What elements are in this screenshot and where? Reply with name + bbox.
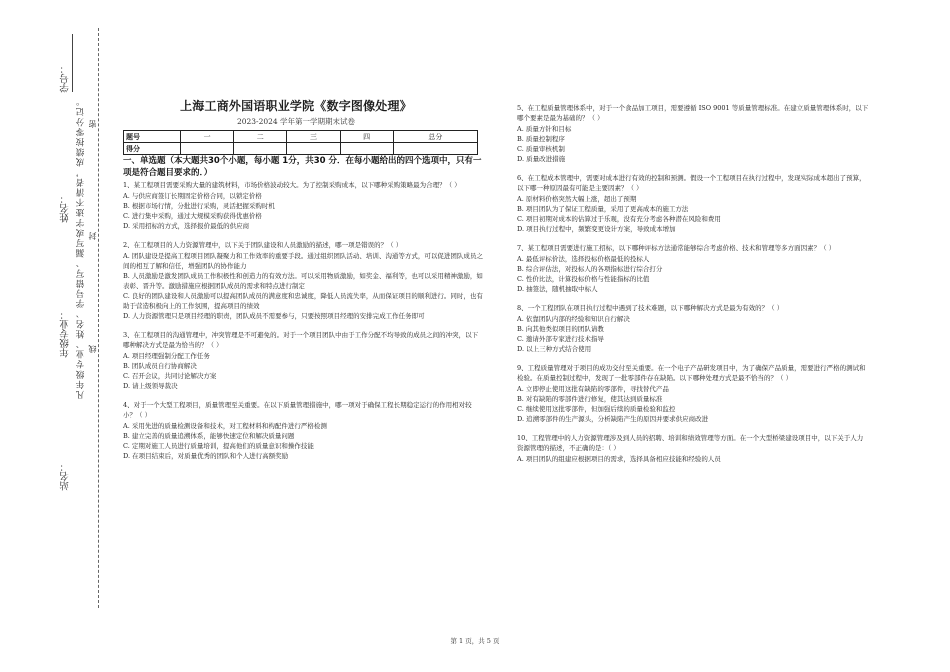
exam-title: 上海工商外国语职业学院《数字图像处理》: [180, 99, 412, 113]
answer-option: B. 建立完善的质量追溯体系，能够快速定位和解决质量问题: [123, 432, 295, 440]
right-question-list: [517, 103, 869, 464]
question-stem: 10、工程管理中的人力资源管理涉及到人员的招聘、培训和绩效管理等方面。在一个大型桥梁建设项目中，以下关于人力资源管理的描述，不正确的是：（ ）: [517, 434, 864, 452]
question-item: [517, 303, 869, 354]
score-cell-header: 四: [340, 131, 393, 143]
answer-option: A. 项目团队的组建应根据项目的需求，选择具备相应技能和经验的人员: [517, 455, 721, 463]
answer-option: C. 进行集中采购，通过大规模采购获得优惠价格: [123, 212, 262, 220]
answer-option: A. 依靠团队内部的经验和知识自行解决: [517, 315, 630, 323]
answer-option: A. 立即停止使用这批有缺陷的零部件，寻找替代产品: [517, 385, 669, 393]
answer-option: D. 在项目结束后，对质量优秀的团队和个人进行高额奖励: [123, 452, 289, 460]
right-column: [517, 103, 869, 464]
exam-subtitle: 2023-2024 学年第一学期期末试卷: [236, 117, 356, 126]
question-item: [123, 330, 483, 391]
score-cell-header: 题号: [124, 131, 181, 143]
answer-option: C. 继续使用这批零部件，但加强后续的质量检验和监控: [517, 405, 676, 413]
answer-option: B. 根据市场行情，分批进行采购，灵活把握采购时机: [123, 202, 275, 210]
answer-option: D. 请上级领导裁决: [123, 382, 178, 390]
question-item: [517, 433, 869, 464]
score-cell-empty[interactable]: [393, 143, 477, 155]
left-question-list: [123, 180, 483, 461]
page-number: 第 1 页，共 5 页: [450, 637, 500, 645]
question-stem: 8、一个工程团队在项目执行过程中遇到了技术难题，以下哪种解决方式是最为有效的？（ ）: [517, 304, 784, 312]
question-item: [517, 103, 869, 164]
question-stem: 9、工程质量管理对于项目的成功交付至关重要。在一个电子产品研发项目中，为了确保产品质量，需要进行严格的测试和检验。在质量控制过程中，发现了一批零部件存在缺陷。以下哪种处理方式是最不恰当的？（ ）: [517, 364, 866, 382]
question-item: [517, 243, 869, 294]
question-item: [517, 173, 869, 234]
answer-option: C. 质量审核机制: [517, 145, 565, 153]
score-table-score-row: [124, 143, 478, 155]
answer-option: D. 追溯零部件的生产源头，分析缺陷产生的原因并要求供应商改进: [517, 415, 709, 423]
answer-option: C. 项目初期对成本的估算过于乐观，没有充分考虑各种潜在风险和费用: [517, 215, 721, 223]
answer-option: A. 项目经理强制分配工作任务: [123, 352, 210, 360]
answer-option: D. 以上三种方式结合使用: [517, 345, 592, 353]
question-stem: 6、在工程成本管理中，需要对成本进行有效的控制和预测。假设一个工程项目在执行过程中，发现实际成本超出了预算，以下哪一种原因最有可能是主要因素？（ ）: [517, 174, 866, 192]
answer-option: D. 人力资源管理只是项目经理的职责，团队成员不需要参与，只要按照项目经理的安排完成工作任务即可: [123, 312, 425, 320]
seal-mark-xian: 线: [88, 345, 97, 353]
answer-option: C. 性价比法，计算投标价格与性能指标的比值: [517, 275, 650, 283]
score-table: [123, 130, 478, 155]
answer-option: B. 质量控制程序: [517, 135, 565, 143]
answer-option: C. 邀请外部专家进行技术指导: [517, 335, 604, 343]
question-stem: 3、在工程项目的沟通管理中，冲突管理是不可避免的。对于一个项目团队中由于工作分配不均导致的成员之间的冲突，以下哪种解决方式是最为恰当的？（ ）: [123, 331, 479, 349]
seal-dashed-line: [98, 28, 99, 608]
seal-mark-mi: 密: [88, 120, 97, 128]
question-stem: 1、某工程项目需要采购大量的建筑材料，市场价格波动较大。为了控制采购成本，以下哪种采购策略最为合理？（ ）: [123, 181, 461, 189]
question-stem: 4、对于一个大型工程项目，质量管理至关重要。在以下质量管理措施中，哪一项对于确保工程长期稳定运行的作用相对较小？（ ）: [123, 401, 472, 419]
score-cell-empty[interactable]: [181, 143, 234, 155]
answer-option: B. 综合评估法，对投标人的各项指标进行综合打分: [517, 265, 663, 273]
question-stem: 7、某工程项目需要进行施工招标，以下哪种评标方法通常能够综合考虑价格、技术和管理等多方面因素？（ ）: [517, 244, 836, 252]
answer-option: B. 团队成员自行协商解决: [123, 362, 197, 370]
answer-option: A. 团队建设是提高工程项目团队凝聚力和工作效率的重要手段。通过组织团队活动、培训、沟通等方式，可以促进团队成员之间的相互了解和信任，增强团队的协作能力: [123, 252, 483, 270]
answer-option: A. 最低评标价法，选择投标价格最低的投标人: [517, 255, 650, 263]
question-item: [517, 363, 869, 424]
margin-instruction: 凡年级专业、姓名、学号错写、漏写或字迹不清者，成绩按零分记。: [76, 96, 86, 399]
score-cell-header: 三: [287, 131, 340, 143]
margin-name-label: 姓名：: [60, 194, 71, 223]
answer-option: A. 与供应商签订长期固定价格合同，以锁定价格: [123, 192, 262, 200]
answer-option: A. 质量方针和目标: [517, 125, 572, 133]
score-table-header-row: [124, 131, 478, 143]
answer-option: C. 良好的团队建设和人员激励可以提高团队成员的满意度和忠诚度，降低人员流失率，从而保证项目的顺利进行。同时，也有助于营造积极向上的工作氛围，提高项目的绩效: [123, 292, 483, 310]
margin-student-id-label: 学号：: [60, 64, 71, 93]
student-id-underline: [72, 34, 73, 92]
answer-option: C. 定期对施工人员进行质量培训，提高他们的质量意识和操作技能: [123, 442, 314, 450]
question-item: [123, 180, 483, 231]
score-cell-empty[interactable]: [287, 143, 340, 155]
question-item: [123, 240, 483, 321]
seal-mark-feng: 封: [88, 232, 97, 240]
question-stem: 5、在工程质量管理体系中，对于一个食品加工项目，需要遵循 ISO 9001 等质量管理标准。在建立质量管理体系时，以下哪个要素是最为基础的？（ ）: [517, 104, 869, 122]
question-stem: 2、在工程项目的人力资源管理中，以下关于团队建设和人员激励的描述，哪一项是错误的？（ ）: [123, 241, 403, 249]
margin-school-label: 站名：: [60, 462, 71, 491]
score-cell-header: 一: [181, 131, 234, 143]
answer-option: B. 人员激励是激发团队成员工作积极性和创造力的有效方法。可以采用物质激励，如奖金、福利等，也可以采用精神激励，如表彰、晋升等。激励措施应根据团队成员的需求和特点进行制定: [123, 272, 483, 290]
score-cell-empty[interactable]: [340, 143, 393, 155]
answer-option: B. 对有缺陷的零部件进行修复，使其达到质量标准: [517, 395, 663, 403]
answer-option: B. 向其他类似项目的团队请教: [517, 325, 604, 333]
score-cell-header: 总分: [393, 131, 477, 143]
margin-grade-major-label: 年级专业：: [60, 310, 71, 358]
question-item: [123, 400, 483, 461]
score-cell-header: 二: [234, 131, 287, 143]
answer-option: D. 质量改进措施: [517, 155, 566, 163]
score-cell-empty[interactable]: [234, 143, 287, 155]
answer-option: D. 抽签法，随机抽取中标人: [517, 285, 598, 293]
section-title: 一、单选题（本大题共30个小题，每小题 1分，共30 分．在每小题给出的四个选项中，只有一项是符合题目要求的．）: [123, 156, 482, 178]
answer-option: C. 召开会议，共同讨论解决方案: [123, 372, 217, 380]
answer-option: A. 采用先进的质量检测设备和技术，对工程材料和构配件进行严格检测: [123, 422, 327, 430]
score-row-label: 得分: [124, 143, 181, 155]
answer-option: D. 采用招标的方式，选择报价最低的供应商: [123, 222, 250, 230]
answer-option: D. 项目执行过程中，频繁变更设计方案，导致成本增加: [517, 225, 676, 233]
left-column: [123, 155, 483, 461]
answer-option: A. 原材料价格突然大幅上涨，超出了预期: [517, 195, 637, 203]
answer-option: B. 项目团队为了保证工程质量，采用了更高成本的施工方法: [517, 205, 689, 213]
